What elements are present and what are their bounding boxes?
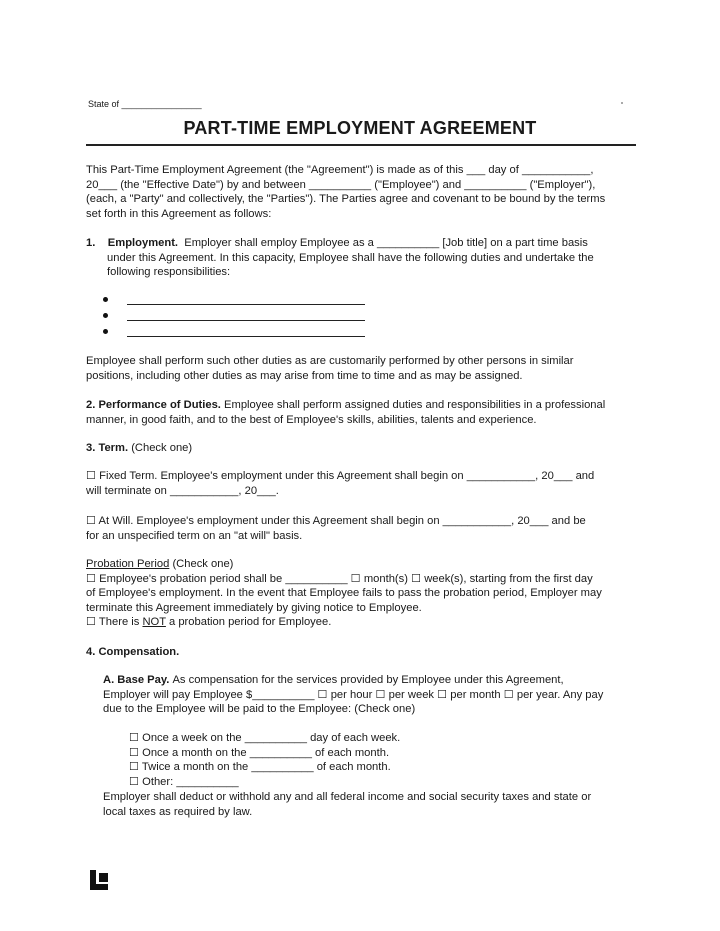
state-line: State of ________________ bbox=[88, 99, 202, 109]
intro-line: (each, a "Party" and collectively, the "Parties"). The Parties agree and covenant to be bound by the terms bbox=[86, 193, 606, 206]
section-2-text: manner, in good faith, and to the best of Employee's skills, abilities, talents and experience. bbox=[86, 413, 537, 426]
base-pay-block bbox=[103, 673, 603, 717]
pay-option: ☐ Other: __________ bbox=[129, 775, 239, 788]
base-pay-label: A. Base Pay. bbox=[103, 674, 170, 686]
deduction-line: local taxes as required by law. bbox=[103, 805, 253, 818]
responsibility-bullet bbox=[103, 294, 373, 308]
intro-line: 20___ (the "Effective Date") by and between __________ ("Employee") and __________ ("Employer"), bbox=[86, 178, 596, 191]
intro-line: This Part-Time Employment Agreement (the "Agreement") is made as of this ___ day of ___________, bbox=[86, 164, 594, 176]
section-3-note: (Check one) bbox=[131, 442, 193, 454]
section-2-heading: 2. Performance of Duties. bbox=[86, 399, 221, 411]
fixed-term-line: ☐ Fixed Term. Employee's employment under this Agreement shall begin on ___________, 20___ and bbox=[86, 470, 595, 482]
blank-line bbox=[127, 304, 365, 305]
intro-line: set forth in this Agreement as follows: bbox=[86, 207, 272, 220]
no-probation-post: a probation period for Employee. bbox=[165, 616, 332, 629]
fixed-term-line: will terminate on ___________, 20___. bbox=[86, 484, 279, 497]
pay-option: ☐ Once a week on the __________ day of each week. bbox=[129, 732, 401, 744]
section-4-heading: 4. Compensation. bbox=[86, 646, 180, 658]
publisher-logo-icon bbox=[90, 870, 108, 890]
section-3-heading-row bbox=[86, 441, 192, 455]
probation-heading: Probation Period bbox=[86, 558, 170, 570]
pay-option: ☐ Twice a month on the __________ of each month. bbox=[129, 761, 391, 774]
probation-line: of Employee's employment. In the event that Employee fails to pass the probation period, Employer may bbox=[86, 587, 602, 600]
section-1-after-line: Employee shall perform such other duties as are customarily performed by other persons in similar bbox=[86, 355, 574, 367]
blank-line bbox=[127, 320, 365, 321]
section-4-heading-row bbox=[86, 645, 179, 659]
section-1 bbox=[86, 236, 594, 280]
title-rule bbox=[86, 144, 636, 146]
base-pay-line: due to the Employee will be paid to the Employee: (Check one) bbox=[103, 703, 416, 716]
page-speck bbox=[621, 102, 623, 104]
section-3-heading: 3. Term. bbox=[86, 442, 129, 454]
intro-paragraph bbox=[86, 163, 605, 221]
section-1-text: following responsibilities: bbox=[107, 266, 231, 279]
base-pay-line: Employer will pay Employee $__________ ☐ per hour ☐ per week ☐ per month ☐ per year. Any pay bbox=[103, 688, 604, 701]
section-2 bbox=[86, 398, 605, 427]
no-probation-not: NOT bbox=[142, 616, 166, 629]
at-will-option bbox=[86, 514, 586, 543]
document-title: PART-TIME EMPLOYMENT AGREEMENT bbox=[183, 118, 537, 138]
pay-schedule-options bbox=[129, 731, 400, 789]
probation-block bbox=[86, 557, 602, 630]
pay-option: ☐ Once a month on the __________ of each month. bbox=[129, 746, 390, 759]
section-1-text: Employer shall employ Employee as a __________ [Job title] on a part time basis bbox=[184, 237, 588, 249]
probation-line: terminate this Agreement immediately by giving notice to Employee. bbox=[86, 601, 422, 614]
section-1-heading: Employment. bbox=[107, 237, 179, 249]
section-1-after-line: positions, including other duties as may arise from time to time and as may be assigned. bbox=[86, 369, 523, 382]
section-1-after bbox=[86, 354, 574, 383]
bullet-dot bbox=[103, 297, 108, 302]
responsibility-bullet bbox=[103, 326, 373, 340]
bullet-dot bbox=[103, 329, 108, 334]
base-pay-line: As compensation for the services provided by Employee under this Agreement, bbox=[172, 674, 564, 686]
section-1-text: under this Agreement. In this capacity, Employee shall have the following duties and undertake the bbox=[107, 251, 594, 264]
probation-line: ☐ Employee's probation period shall be __________ ☐ month(s) ☐ week(s), starting from the first day bbox=[86, 572, 593, 585]
no-probation-pre: ☐ There is bbox=[86, 616, 143, 629]
bullet-dot bbox=[103, 313, 108, 318]
at-will-line: for an unspecified term on an "at will" basis. bbox=[86, 529, 303, 542]
deduction-block bbox=[103, 790, 591, 819]
fixed-term-option bbox=[86, 469, 594, 498]
section-2-text: Employee shall perform assigned duties and responsibilities in a professional bbox=[224, 399, 606, 411]
probation-note: (Check one) bbox=[169, 558, 234, 570]
at-will-line: ☐ At Will. Employee's employment under this Agreement shall begin on ___________, 20___ and be bbox=[86, 515, 586, 527]
deduction-line: Employer shall deduct or withhold any and all federal income and social security taxes and state or bbox=[103, 791, 592, 803]
section-1-number: 1. bbox=[86, 237, 96, 249]
blank-line bbox=[127, 336, 365, 337]
responsibility-bullet bbox=[103, 310, 373, 324]
